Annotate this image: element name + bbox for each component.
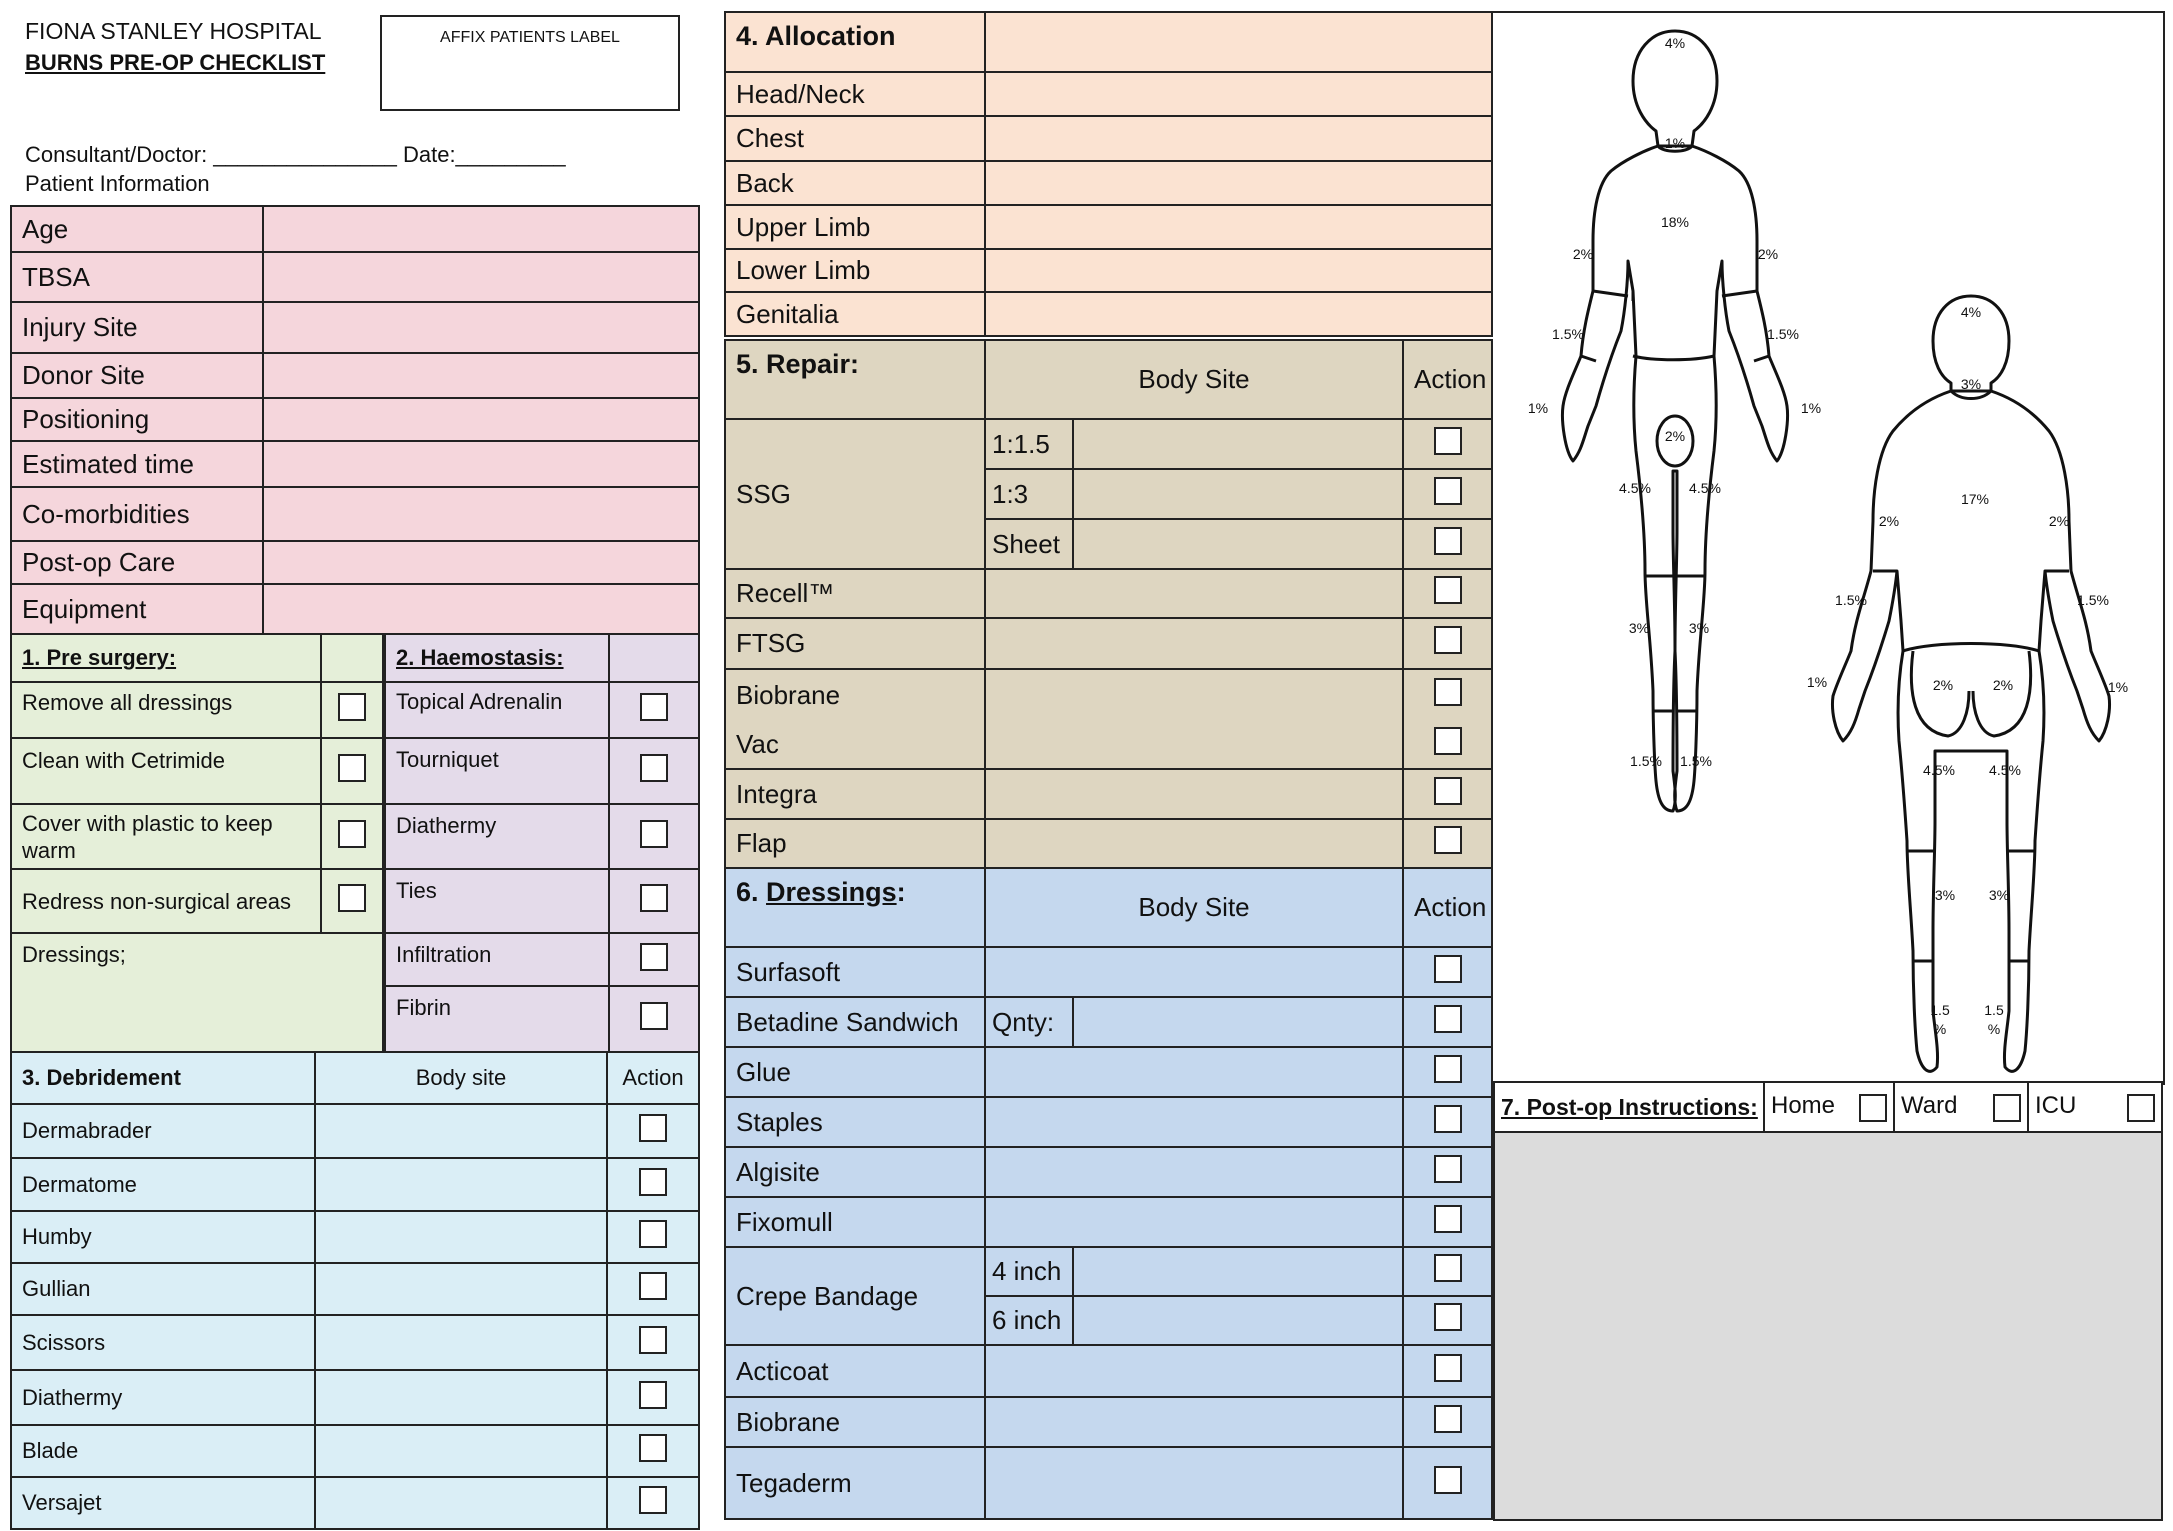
dressing-checkbox[interactable] [1434,1205,1462,1233]
field-comorbidities-input[interactable] [263,487,699,541]
form-title: BURNS PRE-OP CHECKLIST [25,50,326,75]
back-foot-l-pct-sign: % [1933,1021,1947,1037]
back-trunk-pct: 17% [1960,491,1990,507]
front-neck-pct: 1% [1664,135,1686,151]
debr-site-input[interactable] [315,1425,607,1477]
haemostasis-table [384,633,700,1053]
dressing-checkbox[interactable] [1434,1005,1462,1033]
dressing-checkbox[interactable] [1434,1254,1462,1282]
debr-site-input[interactable] [315,1211,607,1263]
field-positioning-input[interactable] [263,398,699,441]
alloc-input[interactable] [985,249,1492,292]
repair-site-input[interactable] [985,769,1403,819]
repair-checkbox[interactable] [1434,826,1462,854]
haemostasis-title: 2. Haemostasis: [385,634,609,682]
haem-checkbox[interactable] [640,1002,668,1030]
front-genitalia-pct: 2% [1664,428,1686,444]
dressing-checkbox[interactable] [1434,1055,1462,1083]
back-hand-r-pct: 1% [2107,679,2129,695]
field-postop-care: Post-op Care [11,541,263,584]
repair-table [724,339,1493,869]
field-equipment: Equipment [11,584,263,634]
haem-checkbox[interactable] [640,884,668,912]
front-leg-r-pct: 3% [1688,620,1710,636]
debr-checkbox[interactable] [639,1381,667,1409]
dressing-checkbox[interactable] [1434,1405,1462,1433]
field-injury-site-input[interactable] [263,302,699,353]
repair-item: FTSG [725,618,985,669]
dressing-item: Crepe Bandage [725,1247,985,1345]
back-thigh-l-pct: 4.5% [1923,762,1955,778]
pre-checkbox[interactable] [338,884,366,912]
postop-checkbox-ward[interactable] [1993,1094,2021,1122]
field-positioning: Positioning [11,398,263,441]
repair-checkbox[interactable] [1434,576,1462,604]
haem-item: Topical Adrenalin [385,682,609,738]
debr-checkbox[interactable] [639,1272,667,1300]
dressing-item: Algisite [725,1147,985,1197]
field-donor-site-input[interactable] [263,353,699,398]
dressing-item: Staples [725,1097,985,1147]
dressing-site-input[interactable] [1073,1296,1403,1345]
field-estimated-time-input[interactable] [263,441,699,487]
postop-title: 7. Post-op Instructions: [1494,1082,1764,1132]
front-upper-arm-r-pct: 2% [1757,246,1779,262]
allocation-title: 4. Allocation [725,12,985,72]
patient-info-table [10,205,700,635]
repair-col-site: Body Site [985,340,1403,419]
field-equipment-input[interactable] [263,584,699,634]
consultant-line[interactable]: Consultant/Doctor: _______________ Date:_________ [25,142,566,167]
field-donor-site: Donor Site [11,353,263,398]
dressing-checkbox[interactable] [1434,955,1462,983]
debr-item: Humby [11,1211,315,1263]
debridement-table [10,1051,700,1530]
front-upper-arm-l-pct: 2% [1572,246,1594,262]
dressing-checkbox[interactable] [1434,1155,1462,1183]
back-hand-l-pct: 1% [1806,674,1828,690]
pre-item: Clean with Cetrimide [11,738,321,804]
dressing-item: Surfasoft [725,947,985,997]
back-leg-l-pct: 3% [1934,887,1956,903]
repair-site-input[interactable] [1073,469,1403,519]
front-trunk-pct: 18% [1660,214,1690,230]
repair-site-input[interactable] [985,618,1403,669]
front-leg-l-pct: 3% [1628,620,1650,636]
haem-item: Tourniquet [385,738,609,804]
patient-label-text: AFFIX PATIENTS LABEL [440,29,620,46]
pre-checkbox[interactable] [338,693,366,721]
repair-ssg: SSG [725,419,985,569]
alloc-input[interactable] [985,161,1492,205]
debr-item: Blade [11,1425,315,1477]
front-foot-r-pct: 1.5% [1680,753,1712,769]
pre-item: Redress non-surgical areas [11,869,321,933]
back-forearm-r-pct: 1.5% [2077,592,2109,608]
haem-item: Ties [385,869,609,933]
field-age-input[interactable] [263,206,699,252]
date-line[interactable]: Date:_________ [402,142,566,167]
alloc-input[interactable] [985,292,1492,336]
alloc-item: Back [725,161,985,205]
alloc-input[interactable] [985,72,1492,116]
debr-checkbox[interactable] [639,1326,667,1354]
repair-site-input[interactable] [1073,519,1403,569]
front-thigh-r-pct: 4.5% [1689,480,1721,496]
repair-item: Recell™ [725,569,985,618]
pre-checkbox[interactable] [338,820,366,848]
dressing-item: Acticoat [725,1345,985,1397]
postop-notes-area[interactable] [1494,1132,2162,1520]
repair-site-input[interactable] [985,819,1403,868]
dressing-site-input[interactable] [985,947,1403,997]
dressings-title: 6. Dressings: [725,868,985,947]
alloc-input[interactable] [985,205,1492,249]
pre-surgery-title: 1. Pre surgery: [11,634,321,682]
ssg-ratio: Sheet [985,519,1073,569]
dressing-item: Betadine Sandwich [725,997,985,1047]
back-thigh-r-pct: 4.5% [1989,762,2021,778]
pre-surgery-table [10,633,384,1053]
alloc-input[interactable] [985,116,1492,161]
haem-checkbox[interactable] [640,754,668,782]
repair-checkbox[interactable] [1434,427,1462,455]
repair-item: Biobrane [725,669,985,720]
debridement-col-site: Body site [315,1052,607,1104]
debr-checkbox[interactable] [639,1486,667,1514]
debridement-col-action: Action [607,1052,699,1104]
hospital-name: FIONA STANLEY HOSPITAL [25,18,322,44]
dressing-site-input[interactable] [985,1447,1403,1519]
dressing-site-input[interactable] [985,1047,1403,1097]
front-head-pct: 4% [1664,35,1686,51]
repair-checkbox[interactable] [1434,678,1462,706]
back-upper-arm-l-pct: 2% [1878,513,1900,529]
pre-item: Cover with plastic to keep warm [11,804,321,869]
debr-checkbox[interactable] [639,1168,667,1196]
back-head-pct: 4% [1960,304,1982,320]
back-foot-r-pct: 1.5 [1984,1002,2004,1018]
debr-site-input[interactable] [315,1477,607,1529]
repair-site-input[interactable] [985,669,1403,769]
dressing-item: Fixomull [725,1197,985,1247]
crepe-size: 4 inch [985,1247,1073,1296]
debr-item: Dermatome [11,1158,315,1211]
postop-table [1493,1081,2163,1521]
debr-site-input[interactable] [315,1370,607,1425]
postop-option-home: Home [1764,1082,1894,1132]
ssg-ratio: 1:1.5 [985,419,1073,469]
front-hand-l-pct: 1% [1527,400,1549,416]
postop-checkbox-home[interactable] [1859,1094,1887,1122]
debr-item: Diathermy [11,1370,315,1425]
dressing-site-input[interactable] [1073,1247,1403,1296]
back-foot-r-pct-sign: % [1987,1021,2001,1037]
haem-checkbox[interactable] [640,943,668,971]
postop-checkbox-icu[interactable] [2127,1094,2155,1122]
repair-site-input[interactable] [985,569,1403,618]
back-leg-r-pct: 3% [1988,887,2010,903]
postop-option-icu: ICU [2028,1082,2162,1132]
debr-site-input[interactable] [315,1104,607,1158]
repair-checkbox[interactable] [1434,527,1462,555]
alloc-item: Head/Neck [725,72,985,116]
debridement-title: 3. Debridement [11,1052,315,1104]
alloc-item: Genitalia [725,292,985,336]
body-chart-svg [1493,11,2163,1081]
debr-item: Gullian [11,1263,315,1315]
dressing-checkbox[interactable] [1434,1303,1462,1331]
dressings-note[interactable]: Dressings; [11,933,383,1052]
patient-label-box [380,15,680,111]
field-comorbidities: Co-morbidities [11,487,263,541]
dressing-checkbox[interactable] [1434,1105,1462,1133]
dressing-site-input[interactable] [985,1147,1403,1197]
alloc-item: Lower Limb [725,249,985,292]
ssg-ratio: 1:3 [985,469,1073,519]
debr-item: Scissors [11,1315,315,1370]
qnty-label: Qnty: [985,997,1073,1047]
back-neck-pct: 3% [1960,376,1982,392]
debr-item: Dermabrader [11,1104,315,1158]
field-age: Age [11,206,263,252]
dressing-site-input[interactable] [985,1097,1403,1147]
repair-checkbox[interactable] [1434,727,1462,755]
dressing-checkbox[interactable] [1434,1466,1462,1494]
pre-checkbox[interactable] [338,754,366,782]
alloc-item: Chest [725,116,985,161]
front-hand-r-pct: 1% [1800,400,1822,416]
haem-checkbox[interactable] [640,693,668,721]
back-forearm-l-pct: 1.5% [1835,592,1867,608]
field-injury-site: Injury Site [11,302,263,353]
back-foot-l-pct: 1.5 [1930,1002,1950,1018]
dressings-table [724,867,1493,1520]
back-buttock-r-pct: 2% [1992,677,2014,693]
allocation-table [724,11,1493,337]
dressings-col-action: Action [1403,868,1492,947]
field-tbsa: TBSA [11,252,263,302]
debr-site-input[interactable] [315,1158,607,1211]
back-buttock-l-pct: 2% [1932,677,1954,693]
haem-item: Diathermy [385,804,609,869]
debr-item: Versajet [11,1477,315,1529]
repair-title: 5. Repair: [725,340,985,419]
crepe-size: 6 inch [985,1296,1073,1345]
dressing-site-input[interactable] [985,1345,1403,1397]
repair-checkbox[interactable] [1434,777,1462,805]
dressings-col-site: Body Site [985,868,1403,947]
front-forearm-r-pct: 1.5% [1767,326,1799,342]
field-tbsa-input[interactable] [263,252,699,302]
debr-site-input[interactable] [315,1315,607,1370]
qnty-input[interactable] [1073,997,1403,1047]
haem-item: Infiltration [385,933,609,986]
patient-information-label: Patient Information [25,171,210,196]
field-postop-care-input[interactable] [263,541,699,584]
repair-checkbox[interactable] [1434,477,1462,505]
front-foot-l-pct: 1.5% [1630,753,1662,769]
dressing-checkbox[interactable] [1434,1354,1462,1382]
repair-item: Vac [725,720,985,769]
debr-site-input[interactable] [315,1263,607,1315]
pre-item: Remove all dressings [11,682,321,738]
alloc-item: Upper Limb [725,205,985,249]
field-estimated-time: Estimated time [11,441,263,487]
haem-item: Fibrin [385,986,609,1052]
debr-checkbox[interactable] [639,1220,667,1248]
repair-col-action: Action [1403,340,1492,419]
debr-checkbox[interactable] [639,1434,667,1462]
dressing-item: Glue [725,1047,985,1097]
repair-checkbox[interactable] [1434,626,1462,654]
dressing-site-input[interactable] [985,1197,1403,1247]
repair-site-input[interactable] [1073,419,1403,469]
debr-checkbox[interactable] [639,1114,667,1142]
dressing-item: Tegaderm [725,1447,985,1519]
dressing-site-input[interactable] [985,1397,1403,1447]
back-upper-arm-r-pct: 2% [2048,513,2070,529]
dressing-item: Biobrane [725,1397,985,1447]
front-forearm-l-pct: 1.5% [1552,326,1584,342]
repair-item: Flap [725,819,985,868]
postop-option-ward: Ward [1894,1082,2028,1132]
front-thigh-l-pct: 4.5% [1619,480,1651,496]
haem-checkbox[interactable] [640,820,668,848]
repair-item: Integra [725,769,985,819]
